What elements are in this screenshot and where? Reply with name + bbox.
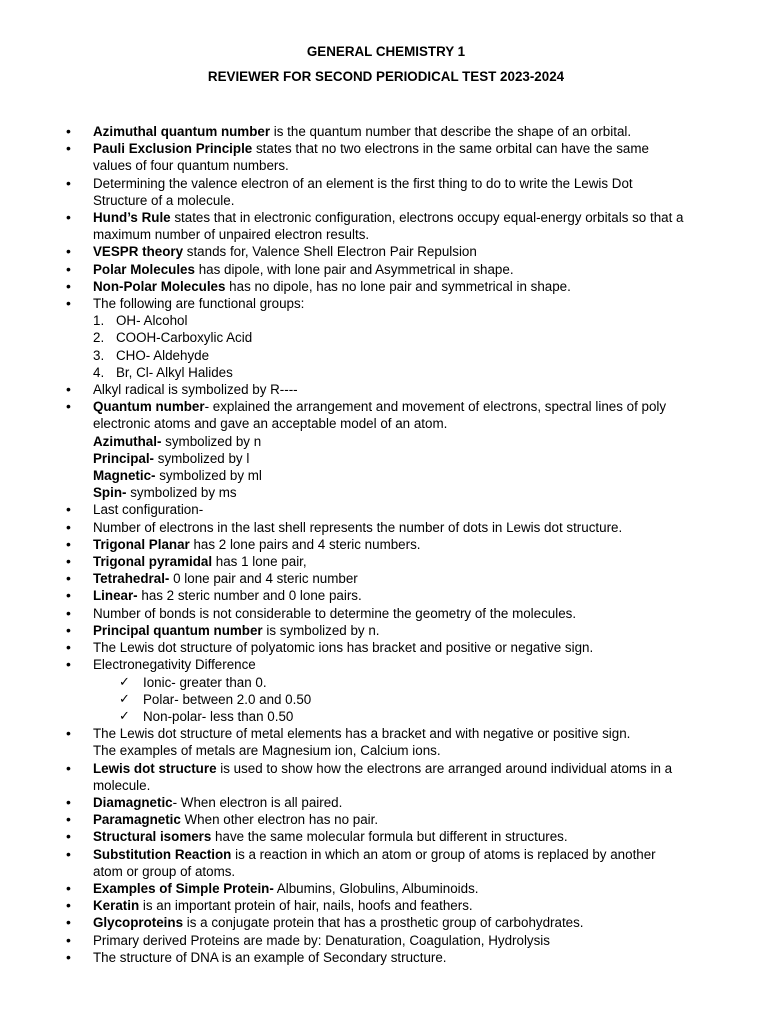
- bullet-icon: •: [66, 140, 71, 157]
- list-item: • Primary derived Proteins are made by: Denaturation, Coagulation, Hydrolysis: [66, 931, 550, 948]
- bullet-icon: •: [66, 553, 71, 570]
- bullet-icon: •: [66, 570, 71, 587]
- list-item: • Trigonal Planar has 2 lone pairs and 4 steric numbers.: [66, 535, 421, 552]
- bullet-icon: •: [66, 828, 71, 845]
- bullet-icon: •: [66, 174, 71, 191]
- bullet-icon: •: [66, 845, 71, 862]
- bullet-icon: •: [66, 243, 71, 260]
- list-item: • Keratin is an important protein of hair, nails, hoofs and feathers.: [66, 897, 473, 914]
- quantum-number-item: Spin- symbolized by ms: [93, 485, 237, 501]
- list-item: • Paramagnetic When other electron has no pair.: [66, 811, 379, 828]
- list-item: • Alkyl radical is symbolized by R----: [66, 381, 298, 398]
- bullet-icon: •: [66, 518, 71, 535]
- check-icon: ✓: [119, 691, 130, 707]
- functional-group-item: 2. COOH-Carboxylic Acid: [93, 330, 253, 346]
- bullet-icon: •: [66, 793, 71, 810]
- list-item: • Quantum number- explained the arrangement and movement of electrons, spectral lines of poly electronic atoms and gave an acceptable model of an atom.: [66, 398, 667, 432]
- bullet-icon: •: [66, 535, 71, 552]
- list-item: • Structural isomers have the same molecular formula but different in structures.: [66, 828, 568, 845]
- bullet-icon: •: [66, 123, 71, 139]
- list-item: • Number of bonds is not considerable to determine the geometry of the molecules.: [66, 604, 577, 621]
- bullet-icon: •: [66, 621, 71, 638]
- bullet-icon: •: [66, 501, 71, 518]
- quantum-number-item: Principal- symbolized by l: [93, 450, 250, 466]
- bullet-icon: •: [66, 914, 71, 931]
- electronegativity-item: ✓ Ionic- greater than 0.: [119, 674, 267, 690]
- check-icon: ✓: [119, 674, 130, 690]
- list-item: • Lewis dot structure is used to show how the electrons are arranged around individual atoms in a molecule.: [66, 759, 673, 793]
- bullet-icon: •: [66, 759, 71, 776]
- list-item: • Number of electrons in the last shell represents the number of dots in Lewis dot structure.: [66, 518, 623, 535]
- list-item: • Non-Polar Molecules has no dipole, has no lone pair and symmetrical in shape.: [66, 277, 571, 294]
- list-item: • Linear- has 2 steric number and 0 lone pairs.: [66, 587, 362, 604]
- list-item: • Pauli Exclusion Principle states that no two electrons in the same orbital can have the same values of four quantum numbers.: [66, 140, 649, 174]
- list-item: • The structure of DNA is an example of Secondary structure.: [66, 948, 447, 965]
- document-title: GENERAL CHEMISTRY 1: [306, 44, 466, 59]
- list-item: • Determining the valence electron of an element is the first thing to do to write the Lewis Dot Structure of a molecule.: [66, 174, 633, 208]
- bullet-icon: •: [66, 725, 71, 742]
- functional-group-item: 3. CHO- Aldehyde: [93, 347, 210, 363]
- list-item: • Glycoproteins is a conjugate protein that has a prosthetic group of carbohydrates.: [66, 914, 584, 931]
- list-item: • The Lewis dot structure of metal elements has a bracket and with negative or positive sign. The examples of metals are Magnesium ion, Calcium ions.: [66, 725, 631, 759]
- bullet-icon: •: [66, 931, 71, 948]
- bullet-icon: •: [66, 260, 71, 277]
- bullet-icon: •: [66, 381, 71, 398]
- list-item: • Hund’s Rule states that in electronic configuration, electrons occupy equal-energy orbitals so that a maximum number of unpaired electron results.: [66, 209, 684, 243]
- functional-group-item: 4. Br, Cl- Alkyl Halides: [93, 364, 233, 380]
- list-item: • Polar Molecules has dipole, with lone pair and Asymmetrical in shape.: [66, 260, 514, 277]
- list-item: • Tetrahedral- 0 lone pair and 4 steric number: [66, 570, 358, 587]
- electronegativity-item: ✓ Non-polar- less than 0.50: [119, 708, 294, 724]
- list-item: • Trigonal pyramidal has 1 lone pair,: [66, 553, 307, 570]
- quantum-number-item: Magnetic- symbolized by ml: [93, 468, 262, 484]
- reviewer-list: [0, 123, 768, 966]
- bullet-icon: •: [66, 656, 71, 673]
- bullet-icon: •: [66, 277, 71, 294]
- list-item: • Principal quantum number is symbolized by n.: [66, 621, 380, 638]
- bullet-icon: •: [66, 897, 71, 914]
- bullet-icon: •: [66, 398, 71, 415]
- document-subtitle: REVIEWER FOR SECOND PERIODICAL TEST 2023-2024: [207, 69, 565, 84]
- quantum-number-item: Azimuthal- symbolized by n: [93, 433, 262, 449]
- bullet-icon: •: [66, 639, 71, 656]
- list-item: • Substitution Reaction is a reaction in which an atom or group of atoms is replaced by another atom or group of atoms.: [66, 845, 656, 879]
- bullet-icon: •: [66, 587, 71, 604]
- list-item: • Examples of Simple Protein- Albumins, Globulins, Albuminoids.: [66, 879, 479, 896]
- list-item: • Diamagnetic- When electron is all paired.: [66, 793, 343, 810]
- electronegativity-item: ✓ Polar- between 2.0 and 0.50: [119, 691, 312, 707]
- check-icon: ✓: [119, 708, 130, 724]
- list-item: • Azimuthal quantum number is the quantum number that describe the shape of an orbital.: [66, 123, 632, 139]
- functional-group-item: 1. OH- Alcohol: [93, 313, 188, 329]
- bullet-icon: •: [66, 209, 71, 226]
- bullet-icon: •: [66, 604, 71, 621]
- list-item: • VESPR theory stands for, Valence Shell Electron Pair Repulsion: [66, 243, 477, 260]
- list-item: • Electronegativity Difference: [66, 656, 256, 673]
- bullet-icon: •: [66, 295, 71, 312]
- list-item: • Last configuration-: [66, 501, 204, 518]
- bullet-icon: •: [66, 879, 71, 896]
- bullet-icon: •: [66, 811, 71, 828]
- list-item: • The Lewis dot structure of polyatomic ions has bracket and positive or negative sign.: [66, 639, 594, 656]
- bullet-icon: •: [66, 948, 71, 965]
- list-item: • The following are functional groups:: [66, 295, 305, 312]
